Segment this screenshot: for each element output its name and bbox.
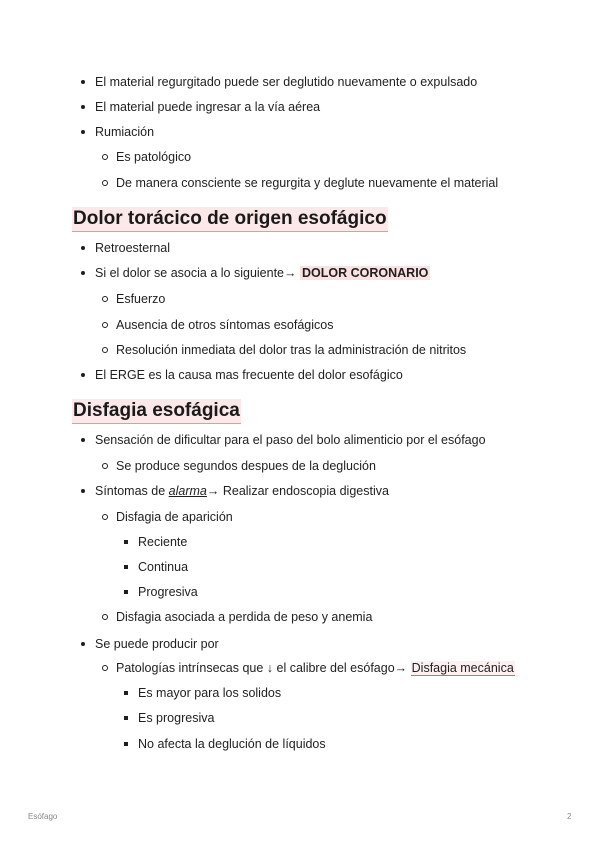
sub-sub-list-item: Progresiva xyxy=(138,585,198,599)
list-item-text: Patologías intrínsecas que ↓ el calibre del esófago xyxy=(116,661,395,675)
page-number: 2 xyxy=(567,812,572,821)
sub-list-item: Resolución inmediata del dolor tras la administración de nitritos xyxy=(116,343,467,357)
list-item: El material regurgitado puede ser deglutido nuevamente o expulsado xyxy=(95,75,478,89)
bullet-square xyxy=(124,691,128,695)
sub-list-item: Se produce segundos despues de la deglución xyxy=(116,459,376,473)
bullet-circle xyxy=(102,296,108,302)
bullet-circle xyxy=(102,347,108,353)
sub-sub-list-item: Reciente xyxy=(138,535,188,549)
sub-list-item: Es patológico xyxy=(116,150,192,164)
sub-list-item: Ausencia de otros síntomas esofágicos xyxy=(116,318,334,332)
sub-list-item: Disfagia asociada a perdida de peso y anemia xyxy=(116,610,373,624)
sub-list-item: Esfuerzo xyxy=(116,292,166,306)
sub-sub-list-item: Continua xyxy=(138,560,189,574)
list-item: El ERGE es la causa mas frecuente del dolor esofágico xyxy=(95,368,403,382)
sub-sub-list-item: Es progresiva xyxy=(138,711,215,725)
list-item: Se puede producir por xyxy=(95,637,219,651)
bullet-disc xyxy=(81,438,85,442)
list-item-text: Realizar endoscopia digestiva xyxy=(219,484,389,498)
bullet-circle xyxy=(102,463,108,469)
bullet-disc xyxy=(81,373,85,377)
list-item xyxy=(95,483,389,499)
arrow-right-icon: → xyxy=(284,266,297,280)
list-item xyxy=(95,265,430,281)
list-item-text: Si el dolor se asocia a lo siguiente xyxy=(95,266,285,280)
bullet-circle xyxy=(102,665,108,671)
list-item: Retroesternal xyxy=(95,241,171,255)
bullet-square xyxy=(124,742,128,746)
bullet-circle xyxy=(102,514,108,520)
bullet-circle xyxy=(102,180,108,186)
sub-sub-list-item: Es mayor para los solidos xyxy=(138,686,282,700)
arrow-right-icon: → xyxy=(206,484,220,498)
bullet-disc xyxy=(81,80,85,84)
bullet-disc xyxy=(81,105,85,109)
bullet-disc xyxy=(81,642,85,646)
arrow-right-icon: → xyxy=(394,661,408,675)
list-item-text: Síntomas de xyxy=(95,484,169,498)
bullet-square xyxy=(124,716,128,720)
bullet-circle xyxy=(102,154,108,160)
sub-list-item: Disfagia de aparición xyxy=(116,510,233,524)
highlight-disfagia-mecanica: Disfagia mecánica xyxy=(411,661,514,675)
list-item: Sensación de dificultar para el paso del bolo alimenticio por el esófago xyxy=(95,433,486,447)
list-item: Rumiación xyxy=(95,125,155,139)
sub-list-item: De manera consciente se regurgita y deglute nuevamente el material xyxy=(116,176,499,190)
bullet-disc xyxy=(81,271,85,275)
sub-sub-list-item: No afecta la deglución de líquidos xyxy=(138,737,326,751)
bullet-disc xyxy=(81,489,85,493)
highlight-dolor-coronario: DOLOR CORONARIO xyxy=(302,266,429,280)
footer-title: Esófago xyxy=(28,812,58,821)
bullet-circle xyxy=(102,614,108,620)
sub-list-item xyxy=(116,660,515,676)
alarma-link[interactable]: alarma xyxy=(168,484,207,498)
bullet-square xyxy=(124,540,128,544)
bullet-square xyxy=(124,590,128,594)
bullet-disc xyxy=(81,246,85,250)
section-heading-dolor-toracico: Dolor torácico de origen esofágico xyxy=(72,207,388,232)
list-item: El material puede ingresar a la vía aérea xyxy=(95,100,321,114)
bullet-disc xyxy=(81,130,85,134)
bullet-square xyxy=(124,565,128,569)
section-heading-disfagia-esofagica: Disfagia esofágica xyxy=(72,399,241,424)
bullet-circle xyxy=(102,322,108,328)
